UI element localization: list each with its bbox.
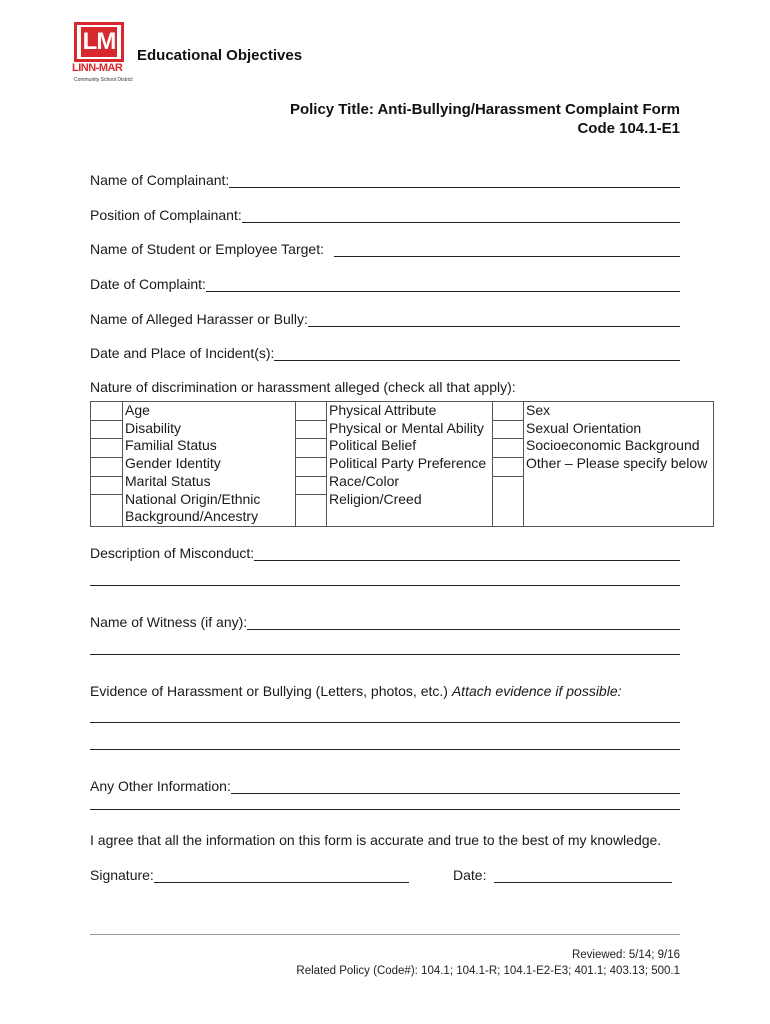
date-label: Date:	[453, 867, 491, 883]
other-info-line-2[interactable]	[90, 809, 680, 810]
category-item: Sexual Orientation	[526, 419, 642, 436]
witness-line-2[interactable]	[90, 654, 680, 655]
evidence-italic: Attach evidence if possible:	[451, 683, 622, 699]
complainant-position-line[interactable]	[242, 208, 680, 223]
category-list-2	[327, 402, 493, 527]
other-info-field[interactable]	[90, 778, 680, 794]
reviewed-dates: Reviewed: 5/14; 9/16	[571, 949, 680, 961]
category-item: Race/Color	[329, 472, 400, 489]
logo-mark	[74, 22, 124, 62]
logo-subtitle: Community School District	[74, 77, 133, 83]
signature-line[interactable]	[154, 868, 409, 883]
incident-date-place-field[interactable]	[90, 345, 680, 361]
policy-title: Policy Title: Anti-Bullying/Harassment Complaint Form	[289, 101, 680, 118]
complainant-name-label: Name of Complainant:	[90, 172, 230, 188]
section-title: Educational Objectives	[137, 47, 303, 64]
agreement-statement: I agree that all the information on this form is accurate and true to the best of my knowledge.	[90, 832, 662, 848]
alleged-harasser-line[interactable]	[308, 312, 680, 327]
category-item: Marital Status	[125, 472, 211, 489]
evidence-text: Evidence of Harassment or Bullying (Letters, photos, etc.)	[90, 683, 452, 699]
category-item: Physical or Mental Ability	[329, 419, 484, 436]
description-line-2[interactable]	[90, 585, 680, 586]
category-item: Political Party Preference	[329, 455, 487, 472]
evidence-line-1[interactable]	[90, 722, 680, 723]
target-name-label: Name of Student or Employee Target:	[90, 241, 328, 257]
description-field[interactable]	[90, 545, 680, 561]
incident-date-place-line[interactable]	[274, 346, 680, 361]
logo-initials: LM	[82, 28, 116, 55]
category-list-3	[524, 402, 714, 527]
checkbox-column-1[interactable]	[91, 402, 123, 527]
logo-name: LINN-MAR	[72, 62, 123, 74]
evidence-label	[90, 683, 622, 699]
category-item: Political Belief	[329, 437, 417, 454]
nature-prompt: Nature of discrimination or harassment alleged (check all that apply):	[90, 379, 516, 395]
complainant-name-line[interactable]	[229, 173, 680, 188]
witness-line[interactable]	[247, 615, 680, 630]
checkbox-column-2[interactable]	[296, 402, 327, 527]
footer-divider	[90, 934, 680, 935]
other-info-label: Any Other Information:	[90, 778, 231, 794]
category-list-1	[123, 402, 296, 527]
incident-date-place-label: Date and Place of Incident(s):	[90, 345, 275, 361]
description-label: Description of Misconduct:	[90, 545, 255, 561]
alleged-harasser-label: Name of Alleged Harasser or Bully:	[90, 311, 308, 327]
nature-checkbox-table	[90, 401, 714, 527]
other-info-line[interactable]	[231, 779, 680, 794]
complaint-date-line[interactable]	[206, 277, 680, 292]
signature-label: Signature:	[90, 867, 154, 883]
complainant-name-field[interactable]	[90, 172, 680, 188]
category-item: Physical Attribute	[329, 402, 437, 418]
date-field[interactable]	[453, 867, 672, 883]
related-policy: Related Policy (Code#): 104.1; 104.1-R; 104.1-E2-E3; 401.1; 403.13; 500.1	[296, 965, 680, 977]
category-item: Disability	[125, 419, 182, 436]
policy-code: Code 104.1-E1	[577, 120, 680, 137]
alleged-harasser-field[interactable]	[90, 311, 680, 327]
date-line[interactable]	[494, 868, 672, 883]
description-line[interactable]	[254, 546, 680, 561]
category-item: Age	[125, 402, 150, 418]
complaint-date-label: Date of Complaint:	[90, 276, 206, 292]
category-item: National Origin/Ethnic	[125, 490, 261, 507]
category-item: Background/Ancestry	[125, 508, 259, 525]
checkbox-column-3[interactable]	[493, 402, 524, 527]
complainant-position-label: Position of Complainant:	[90, 207, 242, 223]
district-logo	[72, 22, 133, 90]
category-item: Socioeconomic Background	[526, 437, 700, 454]
category-item: Sex	[526, 402, 551, 418]
witness-label: Name of Witness (if any):	[90, 614, 248, 630]
category-item: Other – Please specify below	[526, 455, 708, 472]
category-item: Familial Status	[125, 437, 217, 454]
witness-field[interactable]	[90, 614, 680, 630]
evidence-line-2[interactable]	[90, 749, 680, 750]
target-name-line[interactable]	[334, 242, 680, 257]
signature-field[interactable]	[90, 867, 409, 883]
complaint-date-field[interactable]	[90, 276, 680, 292]
complainant-position-field[interactable]	[90, 207, 680, 223]
target-name-field[interactable]	[90, 241, 680, 257]
category-item: Gender Identity	[125, 455, 221, 472]
category-item: Religion/Creed	[329, 490, 422, 507]
